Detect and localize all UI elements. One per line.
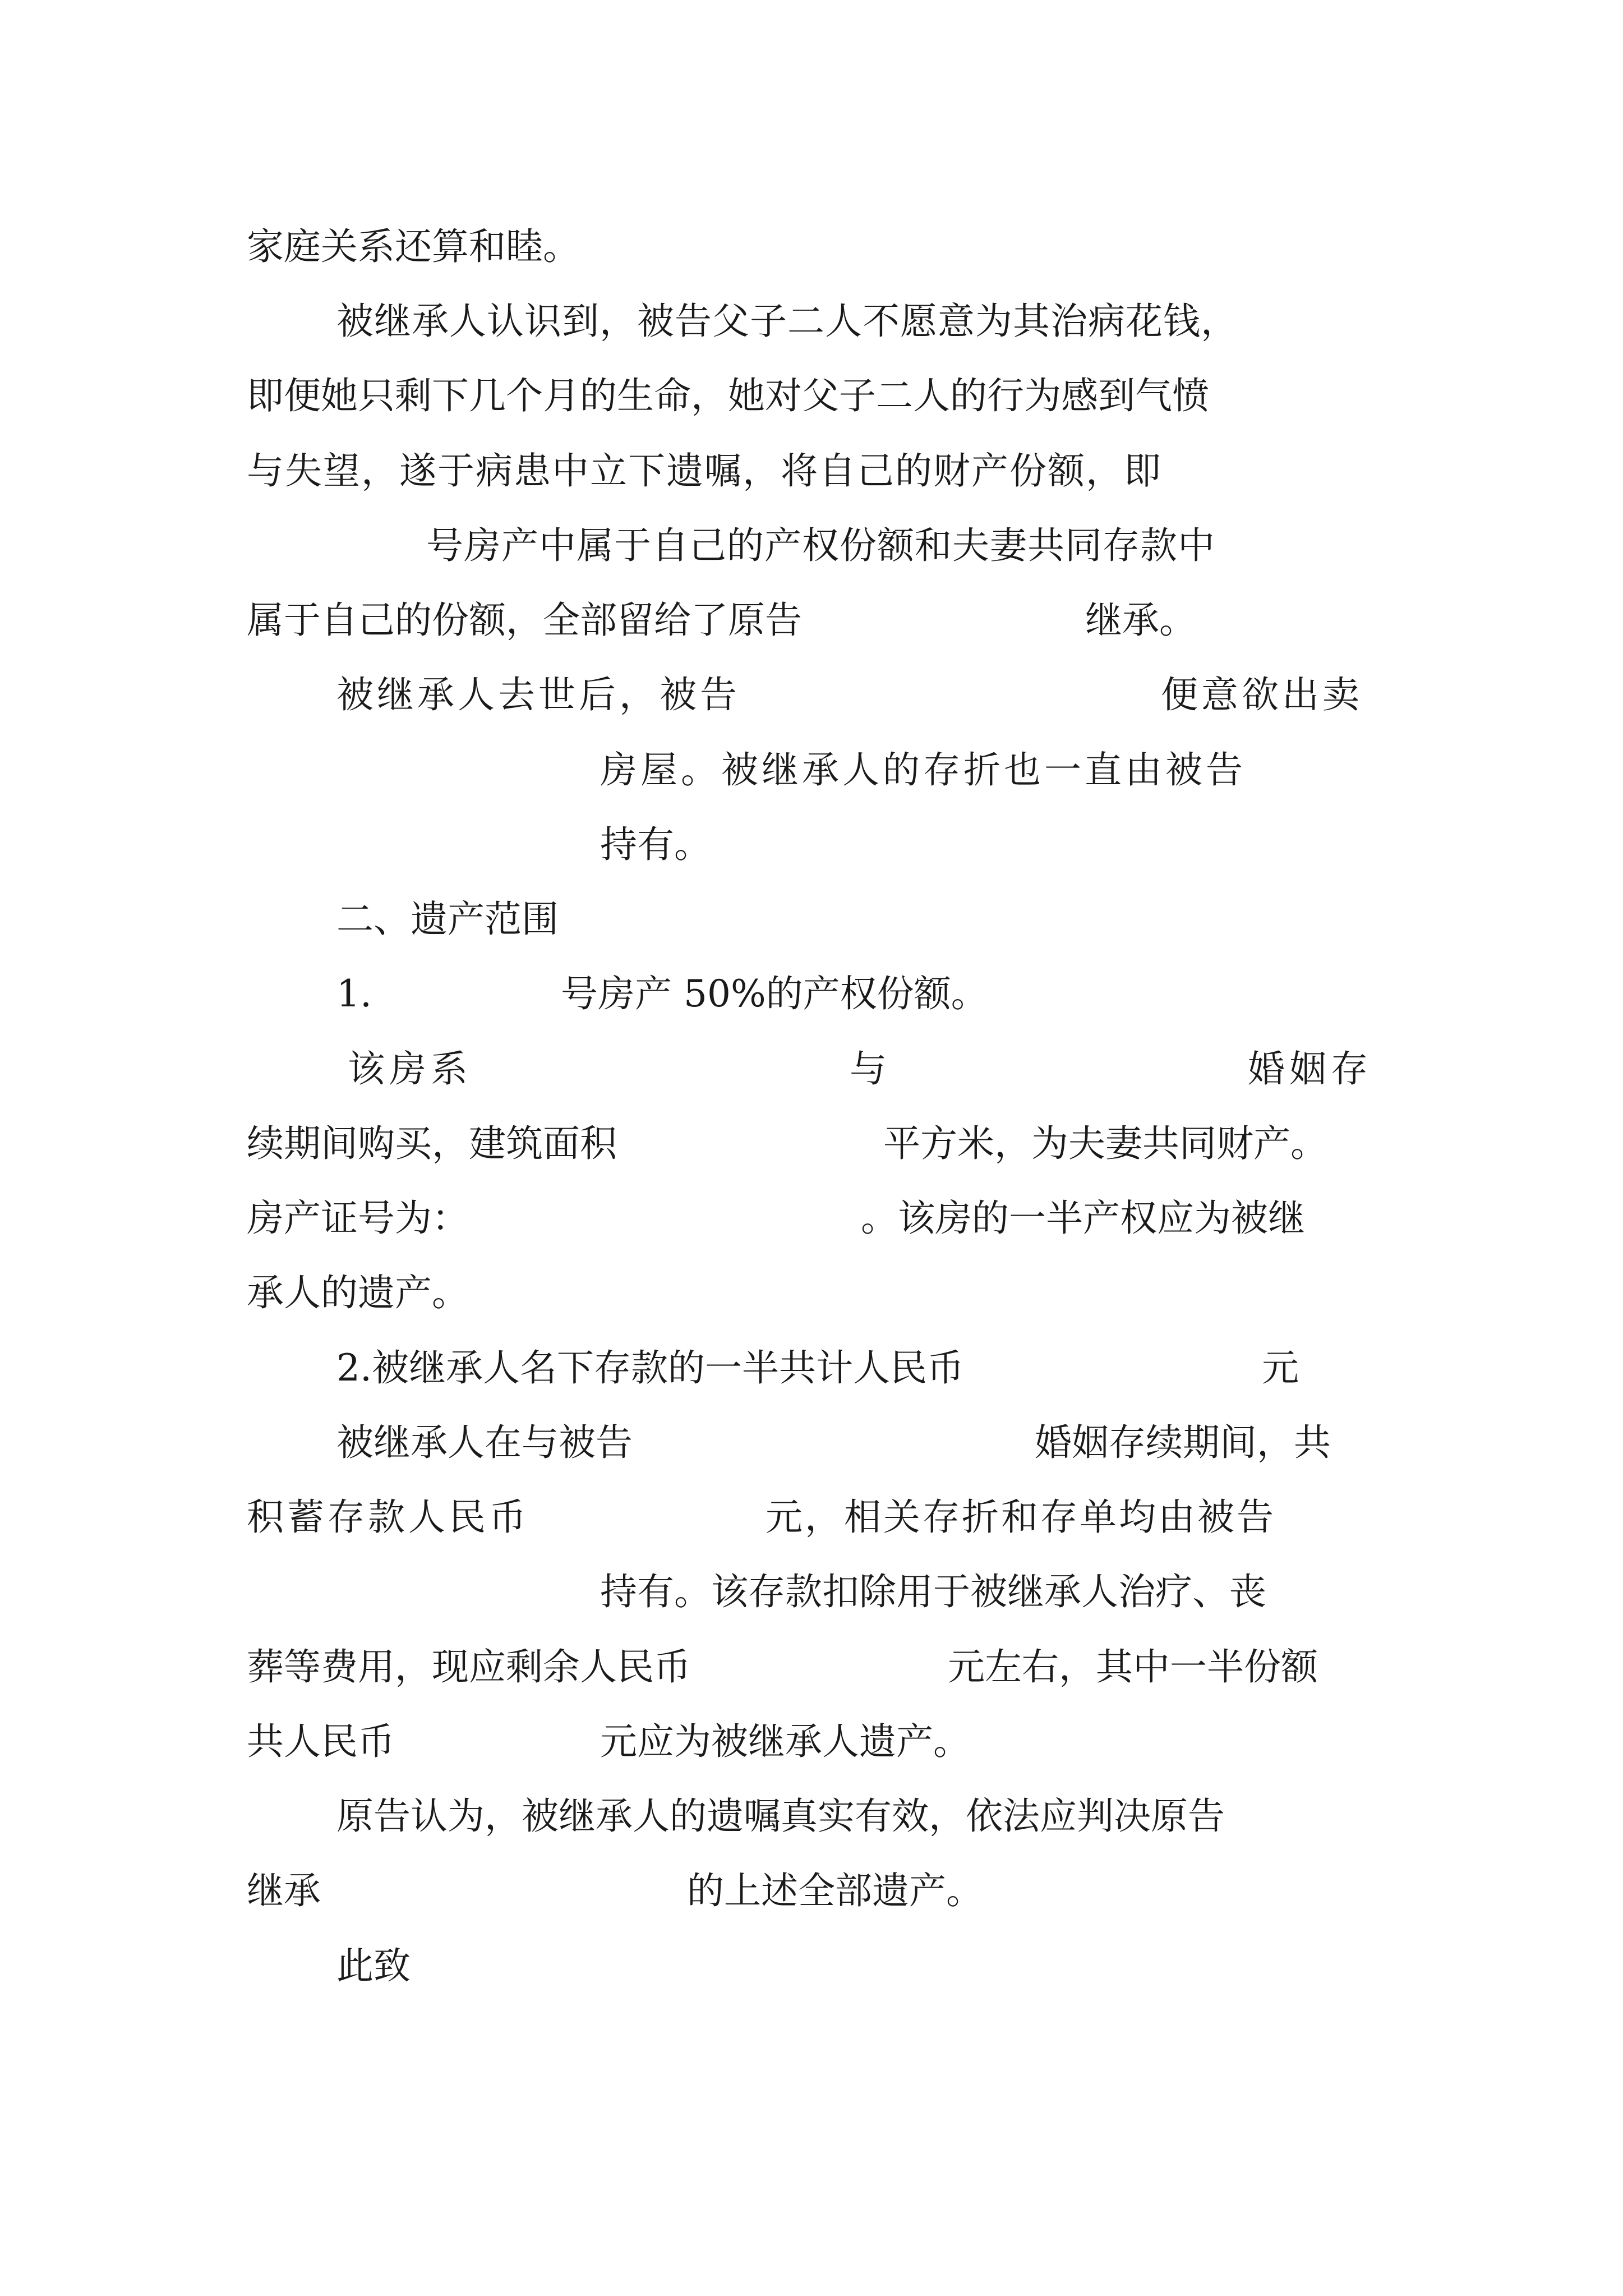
- text-segment: 元左右，其中一半份额: [948, 1645, 1318, 1688]
- text-segment: 平方米，为夫妻共同财产。: [883, 1122, 1327, 1165]
- text-segment: 便意欲出卖: [1161, 673, 1363, 716]
- text-segment: 此致: [336, 1944, 411, 1987]
- text-segment: 房屋。被继承人的存折也一直由被告: [600, 748, 1246, 792]
- text-segment: 婚姻存: [1248, 1047, 1372, 1091]
- text-segment: 号房产中属于自己的产权份额和夫妻共同存款中: [426, 524, 1215, 567]
- text-segment: 持有。: [600, 823, 711, 866]
- text-segment: 被继承人在与被告: [336, 1421, 633, 1464]
- text-segment: 继承。: [1085, 599, 1196, 642]
- text-segment: 属于自己的份额，全部留给了原告: [247, 599, 802, 642]
- text-segment: 2.被继承人名下存款的一半共计人民币: [336, 1346, 964, 1389]
- text-segment: 号房产 50%的产权份额。: [561, 972, 988, 1015]
- text-segment: 原告认为，被继承人的遗嘱真实有效，依法应判决原告: [336, 1795, 1225, 1838]
- text-segment: 元，相关存折和存单均由被告: [766, 1496, 1276, 1539]
- text-segment: 被继承人去世后，被告: [336, 673, 740, 716]
- text-segment: 积蓄存款人民币: [247, 1496, 529, 1539]
- text-segment: 。该房的一半产权应为被继: [861, 1197, 1305, 1240]
- text-segment: 婚姻存续期间，共: [1035, 1421, 1331, 1464]
- text-segment: 1.: [336, 972, 372, 1015]
- text-segment: 即便她只剩下几个月的生命，她对父子二人的行为感到气愤: [247, 374, 1209, 417]
- text-segment: 与: [850, 1047, 887, 1091]
- text-segment: 继承: [247, 1869, 321, 1912]
- text-segment: 家庭关系还算和睦。: [247, 225, 580, 268]
- text-segment: 承人的遗产。: [247, 1271, 469, 1314]
- text-segment: 续期间购买，建筑面积: [247, 1122, 617, 1165]
- text-segment: 葬等费用，现应剩余人民币: [247, 1645, 691, 1688]
- text-segment: 持有。该存款扣除用于被继承人治疗、丧: [600, 1570, 1266, 1613]
- text-segment: 元: [1262, 1346, 1299, 1389]
- text-segment: 房产证号为：: [247, 1197, 469, 1240]
- text-segment: 二、遗产范围: [336, 898, 559, 941]
- text-segment: 被继承人认识到，被告父子二人不愿意为其治病花钱，: [336, 300, 1238, 343]
- text-segment: 共人民币: [247, 1720, 395, 1763]
- text-segment: 的上述全部遗产。: [687, 1869, 983, 1912]
- text-segment: 与失望，遂于病患中立下遗嘱，将自己的财产份额，即: [247, 449, 1162, 493]
- text-segment: 该房系: [348, 1047, 472, 1091]
- text-segment: 元应为被继承人遗产。: [600, 1720, 970, 1763]
